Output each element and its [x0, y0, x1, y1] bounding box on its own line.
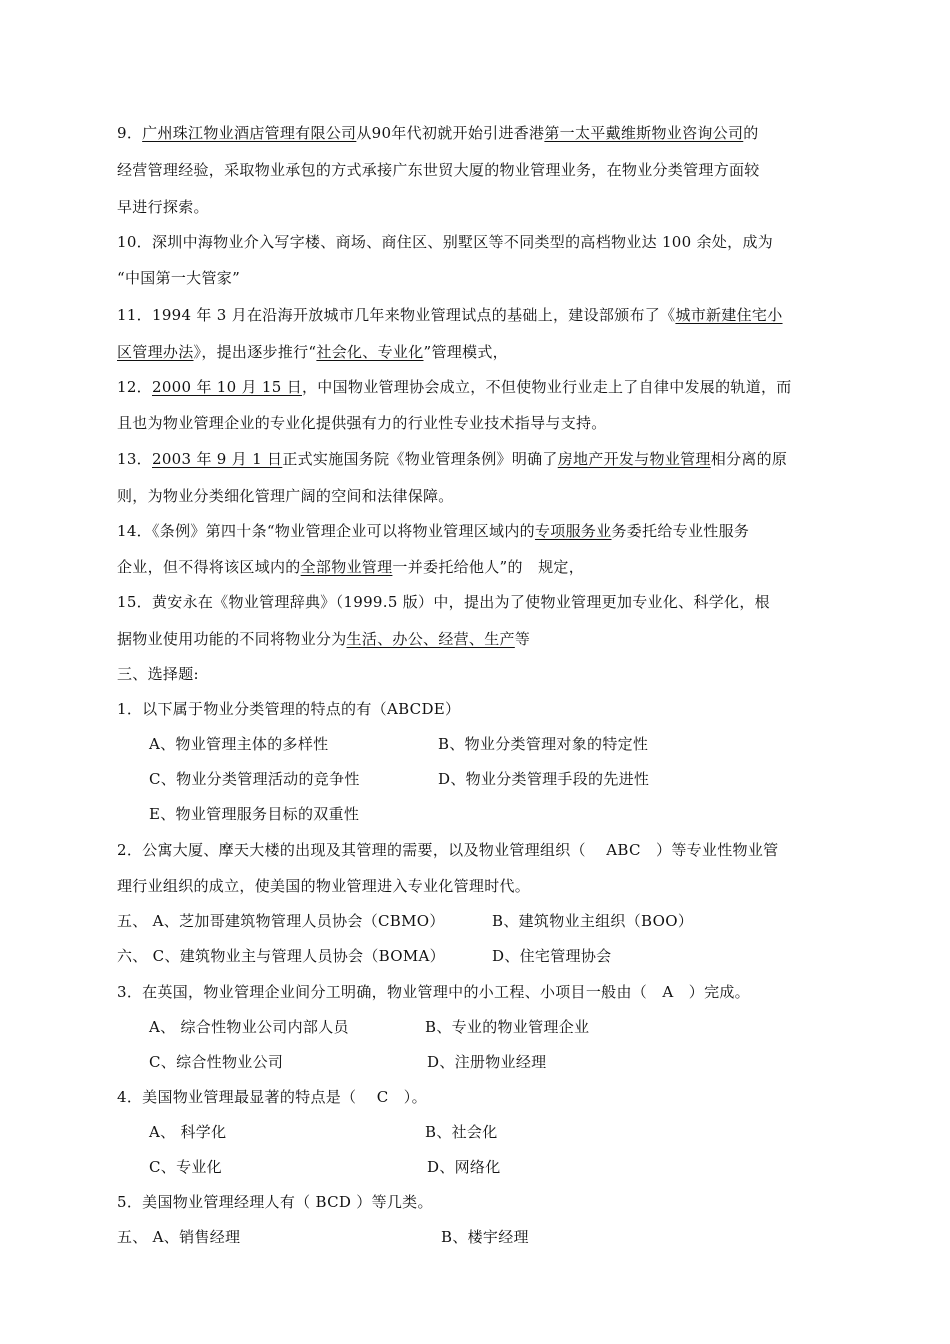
q14-line2: 企业，但不得将该区域内的全部物业管理一并委托给他人”的 规定，: [117, 558, 584, 576]
choice1-option-e: E、物业管理服务目标的双重性: [149, 805, 360, 823]
q15-line1: 15．黄安永在《物业管理辞典》（1999.5 版）中，提出为了使物业管理更加专业化、科学化，根: [117, 593, 770, 611]
q14-underlined-service: 专项服务业: [534, 522, 612, 540]
choice3-option-b: B、专业的物业管理企业: [425, 1018, 590, 1036]
choice3-question: 3．在英国，物业管理企业间分工明确，物业管理中的小工程、小项目一般由（ A ）完成。: [117, 983, 750, 1001]
q13-line2: 则，为物业分类细化管理广阔的空间和法律保障。: [117, 487, 454, 505]
q13-underlined-date: 2003 年 9 月 1 日: [152, 450, 283, 468]
choice4-option-d: D、网络化: [427, 1158, 501, 1176]
q14-underlined-management: 全部物业管理: [300, 558, 393, 576]
choice5-option-a: 五、 A、销售经理: [117, 1228, 241, 1246]
choice5-question: 5．美国物业管理经理人有（ BCD ）等几类。: [117, 1193, 433, 1211]
choice2-option-c: 六、 C、建筑物业主与管理人员协会（BOMA）: [117, 947, 445, 965]
q10-line1: 10．深圳中海物业介入写字楼、商场、商住区、别墅区等不同类型的高档物业达 100 余处，成为: [117, 233, 774, 251]
choice1-question: 1．以下属于物业分类管理的特点的有（ABCDE）: [117, 700, 461, 718]
choice4-option-c: C、专业化: [149, 1158, 222, 1176]
q12-line1: 12．2000 年 10 月 15 日，中国物业管理协会成立，不但使物业行业走上了自律中发展的轨道，而: [117, 378, 792, 396]
section-heading: 三、选择题:: [117, 665, 199, 683]
choice2-option-a: 五、 A、芝加哥建筑物管理人员协会（CBMO）: [117, 912, 445, 930]
q9-line3: 早进行探索。: [117, 198, 209, 216]
q12-underlined-date: 2000 年 10 月 15 日: [152, 378, 302, 396]
choice2-option-b: B、建筑物业主组织（BOO）: [492, 912, 694, 930]
q9-underlined-consultant: 第一太平戴维斯物业咨询公司: [544, 124, 744, 142]
q11-underlined-regulation: 城市新建住宅小: [675, 306, 783, 324]
q10-line2: “中国第一大管家”: [117, 269, 241, 287]
choice4-option-a: A、 科学化: [149, 1123, 227, 1141]
q11-line2: 区管理办法》，提出逐步推行“社会化、专业化”管理模式，: [117, 343, 508, 361]
choice1-option-d: D、物业分类管理手段的先进性: [438, 770, 650, 788]
q14-line1: 14．《条例》第四十条“物业管理企业可以将物业管理区域内的专项服务业务委托给专业性服务: [117, 522, 750, 540]
q15-line2: 据物业使用功能的不同将物业分为生活、办公、经营、生产等: [117, 630, 531, 648]
choice1-option-c: C、物业分类管理活动的竞争性: [149, 770, 360, 788]
q11-underlined-model: 社会化、专业化: [316, 343, 424, 361]
q11-line1: 11．1994 年 3 月在沿海开放城市几年来物业管理试点的基础上，建设部颁布了《城市新建住宅小: [117, 306, 783, 324]
q9-line2: 经营管理经验，采取物业承包的方式承接广东世贸大厦的物业管理业务，在物业分类管理方面较: [117, 161, 760, 179]
choice3-option-a: A、 综合性物业公司内部人员: [149, 1018, 349, 1036]
q13-line1: 13．2003 年 9 月 1 日正式实施国务院《物业管理条例》明确了房地产开发与物业管理相分离的原: [117, 450, 788, 468]
q13-underlined-separation: 房地产开发与物业管理: [557, 450, 711, 468]
choice5-option-b: B、楼宇经理: [441, 1228, 529, 1246]
choice2-question-line1: 2．公寓大厦、摩天大楼的出现及其管理的需要，以及物业管理组织（ ABC ）等专业性物业管: [117, 841, 779, 859]
choice3-option-c: C、综合性物业公司: [149, 1053, 284, 1071]
choice1-option-b: B、物业分类管理对象的特定性: [438, 735, 649, 753]
choice4-question: 4．美国物业管理最显著的特点是（ C ）。: [117, 1088, 427, 1106]
choice2-question-line2: 理行业组织的成立，使美国的物业管理进入专业化管理时代。: [117, 877, 531, 895]
choice4-option-b: B、社会化: [425, 1123, 498, 1141]
q9-line1: 9．广州珠江物业酒店管理有限公司从90年代初就开始引进香港第一太平戴维斯物业咨询公司的: [117, 124, 759, 142]
choice1-option-a: A、物业管理主体的多样性: [149, 735, 329, 753]
q15-underlined-categories: 生活、办公、经营、生产: [346, 630, 515, 648]
choice2-option-d: D、住宅管理协会: [492, 947, 612, 965]
q12-line2: 且也为物业管理企业的专业化提供强有力的行业性专业技术指导与支持。: [117, 414, 607, 432]
choice3-option-d: D、注册物业经理: [427, 1053, 547, 1071]
q9-underlined-company: 广州珠江物业酒店管理有限公司: [142, 124, 357, 142]
